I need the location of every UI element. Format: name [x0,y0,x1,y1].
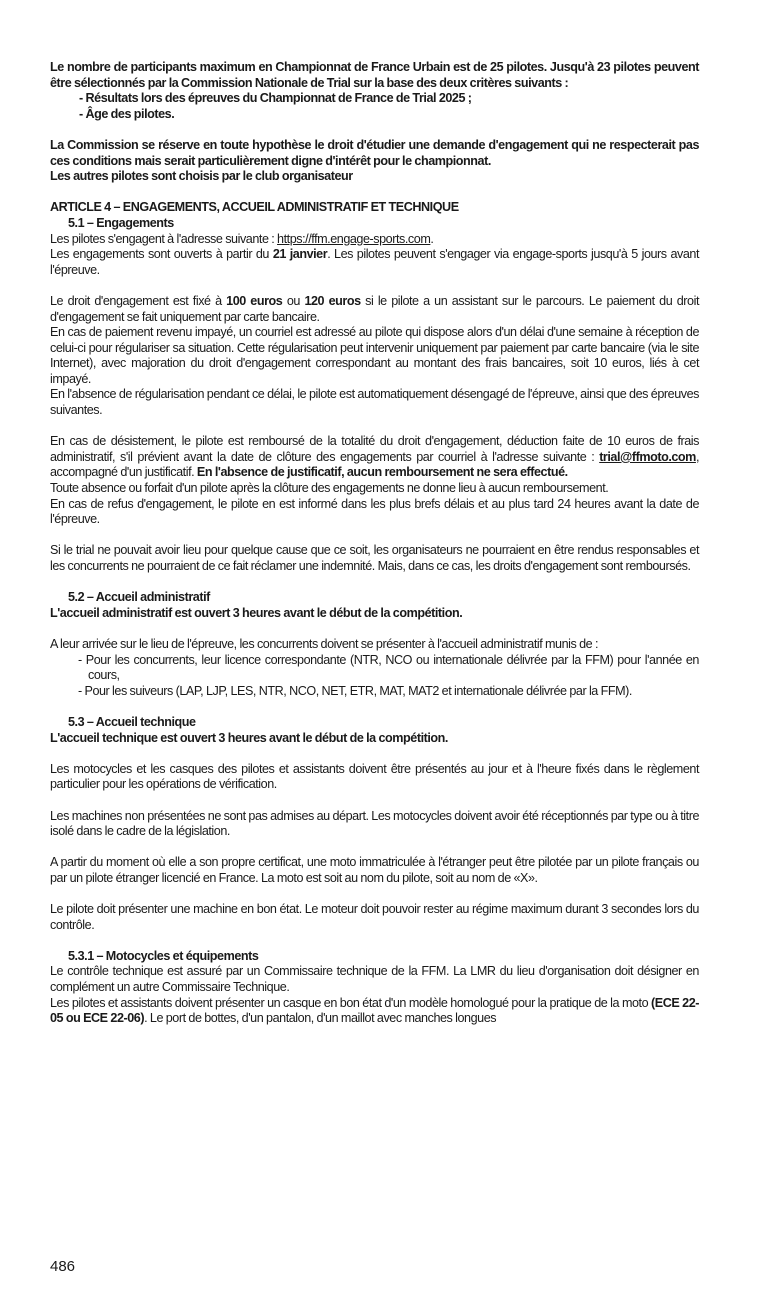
arrival-paragraph: A leur arrivée sur le lieu de l'épreuve, les concurrents doivent se présenter à l'accueil administratif munis de : [50,636,599,651]
commission-paragraph: La Commission se réserve en toute hypothèse le droit d'étudier une demande d'engagement qui ne respecterait pas ces conditions mais serait particulièrement digne d'intérêt pour le championnat. [50,137,699,168]
withdrawal-paragraph [50,434,699,481]
no-regularisation-paragraph: En l'absence de régularisation pendant ce délai, le pilote est automatiquement désengagé de l'épreuve, ainsi que des épreuves suivantes. [50,387,699,418]
absence-paragraph: Toute absence ou forfait d'un pilote après la clôture des engagements ne donne lieu à aucun remboursement. [50,481,609,496]
technical-paragraph: Les motocycles et les casques des pilotes et assistants doivent être présentés au jour et à l'heure fixés dans le règlement particulier pour les opérations de vérification. [50,761,699,792]
fee-paragraph [50,294,699,325]
equipment-paragraph: Le contrôle technique est assuré par un Commissaire technique de la FFM. La LMR du lieu d'organisation doit désigner en complément un autre Commissaire Technique. [50,964,699,995]
criteria-item: - Résultats lors des épreuves du Championnat de France de Trial 2025 ; [79,91,472,106]
text: En cas de désistement, le pilote est remboursé de la totalité du droit d'engagement, déduction faite de 10 euros de frais administratif, s'il prévient avant la date de clôture des engagements par courriel à l'adresse suivante : [50,434,699,464]
document-list-item: - Pour les concurrents, leur licence correspondante (NTR, NCO ou internationale délivrée par la FFM) pour l'année en cours, [78,652,699,683]
refusal-paragraph: En cas de refus d'engagement, le pilote en est informé dans les plus brefs délais et au plus tard 24 heures avant la date de l'épreuve. [50,496,699,527]
unpaid-paragraph: En cas de paiement revenu impayé, un courriel est adressé au pilote qui dispose alors d'un délai d'une semaine à réception de celui-ci pour régulariser sa situation. Cette régularisation peut intervenir uniquement par paiement par carte bancaire (via le site Internet), avec majoration du droit d'engagement correspondant au montant des frais bancaires, soit 10 euros, liés à cet impayé. [50,325,699,386]
text: Les pilotes s'engagent à l'adresse suivante : [50,231,278,246]
opening-date: 21 janvier [272,247,328,262]
helmet-standard: (ECE 22-05 ou ECE 22-06) [50,995,699,1026]
section-heading-5-3-1: 5.3.1 – Motocycles et équipements [68,948,259,963]
text: . [430,231,434,246]
document-list-item: - Pour les suiveurs (LAP, LJP, LES, NTR, NCO, NET, ETR, MAT, MAT2 et internationale délivrée par la FFM). [78,683,632,698]
section-heading-5-1: 5.1 – Engagements [68,215,174,230]
no-refund-notice: En l'absence de justificatif, aucun remboursement ne sera effectué. [196,465,568,480]
article-heading: ARTICLE 4 – ENGAGEMENTS, ACCUEIL ADMINISTRATIF ET TECHNIQUE [50,200,459,215]
organiser-paragraph: Les autres pilotes sont choisis par le club organisateur [50,169,353,184]
technical-paragraph: Les machines non présentées ne sont pas admises au départ. Les motocycles doivent avoir été réceptionnés par type ou à titre isolé dans le cadre de la législation. [50,808,699,839]
equipment-paragraph [50,996,699,1027]
technical-paragraph: A partir du moment où elle a son propre certificat, une moto immatriculée à l'étranger peut être pilotée par un pilote français ou par un pilote étranger licencié en France. La moto est soit au nom du pilote, soit au nom de «X». [50,855,699,885]
text: Le droit d'engagement est fixé à [50,293,227,308]
intro-paragraph: Le nombre de participants maximum en Championnat de France Urbain est de 25 pilotes. Jusqu'à 23 pilotes peuvent être sélectionnés par la Commission Nationale de Trial sur la base des deux critères suivants : [50,60,699,90]
admin-opening: L'accueil administratif est ouvert 3 heures avant le début de la compétition. [50,605,463,620]
registration-link[interactable]: https://ffm.engage-sports.com [277,231,431,246]
technical-paragraph: Le pilote doit présenter une machine en bon état. Le moteur doit pouvoir rester au régime maximum durant 3 secondes lors du contrôle. [50,902,699,932]
text: . Le port de bottes, d'un pantalon, d'un maillot avec manches longues [144,1011,497,1026]
text: Les engagements sont ouverts à partir du [50,247,273,262]
text: . Les pilotes peuvent s'engager via engage-sports jusqu'à 5 jours avant l'épreuve. [50,247,700,277]
criteria-item: - Âge des pilotes. [79,106,175,121]
registration-opening [50,247,699,278]
page-number: 486 [50,1258,76,1275]
technical-opening: L'accueil technique est ouvert 3 heures avant le début de la compétition. [50,730,448,745]
cancellation-paragraph: Si le trial ne pouvait avoir lieu pour quelque cause que ce soit, les organisateurs ne pourraient en être rendus responsables et les concurrents ne pourraient de ce fait réclamer une indemnité. Mais, dans ce cas, les droits d'engagement sont remboursés. [50,543,699,573]
text: si le pilote a un assistant sur le parcours. Le paiement du droit d'engagement se fait uniquement par carte bancaire. [50,293,699,324]
text: ou [282,293,305,308]
text: , accompagné d'un justificatif. [50,449,699,480]
fee-amount: 100 euros [226,293,283,308]
fee-amount: 120 euros [304,293,361,308]
contact-email-link[interactable]: trial@ffmoto.com [599,449,696,464]
registration-address [50,232,699,248]
section-heading-5-2: 5.2 – Accueil administratif [68,590,210,605]
section-heading-5-3: 5.3 – Accueil technique [68,714,196,729]
text: Les pilotes et assistants doivent présenter un casque en bon état d'un modèle homologué pour la pratique de la moto [50,995,651,1010]
document-page [50,60,699,1027]
